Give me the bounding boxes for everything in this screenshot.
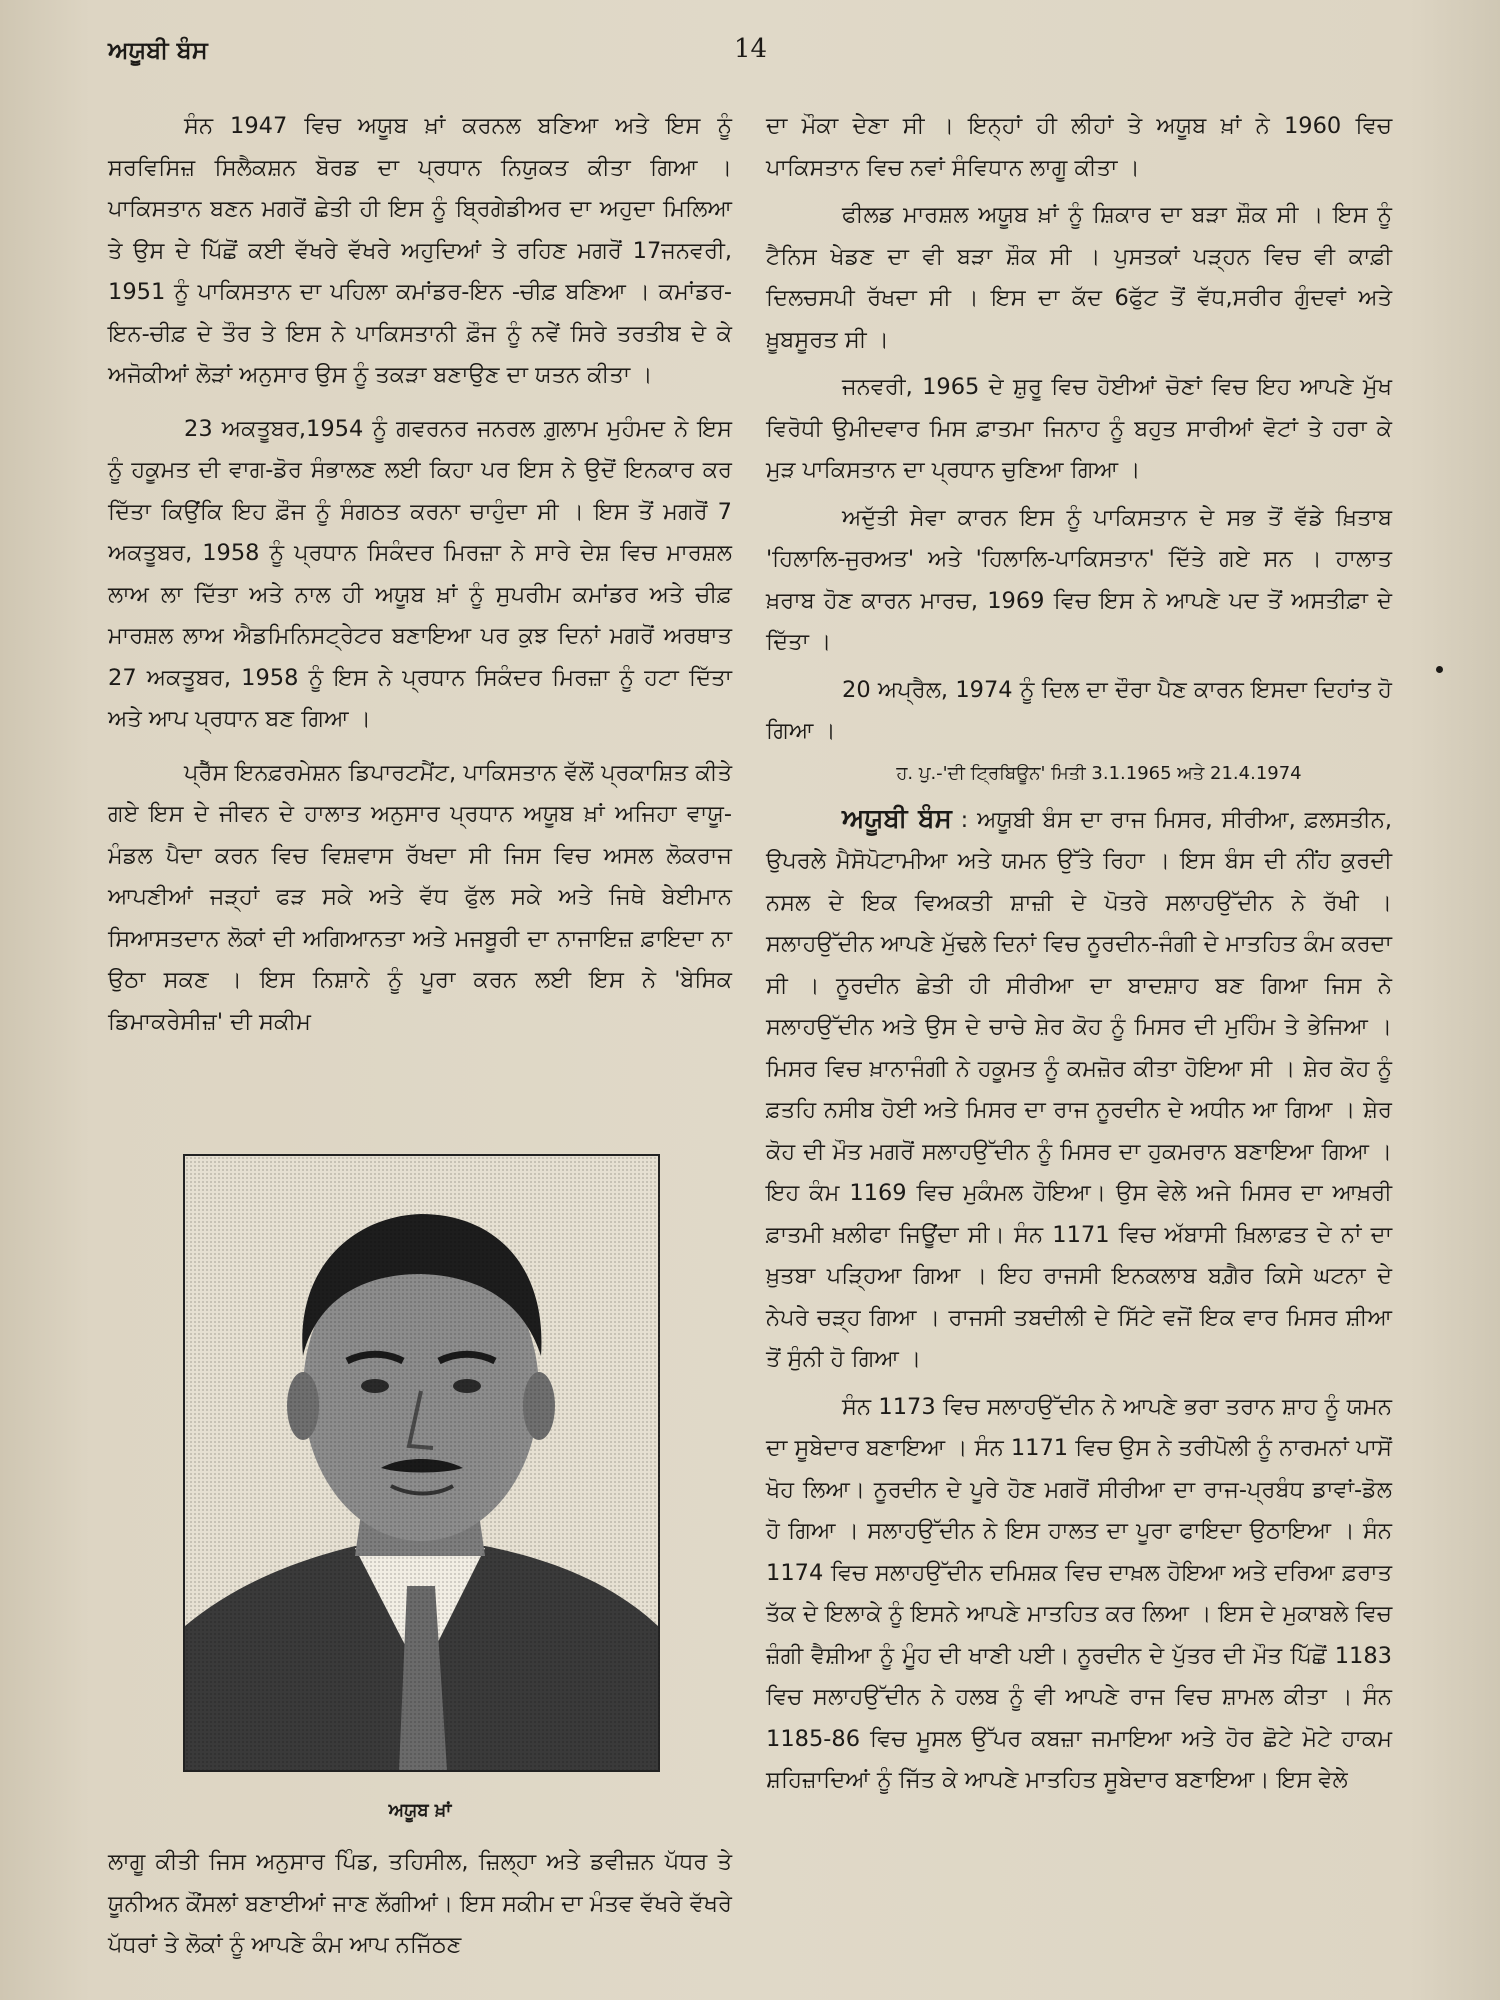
paragraph: ਜਨਵਰੀ, 1965 ਦੇ ਸ਼ੁਰੂ ਵਿਚ ਹੋਈਆਂ ਚੋਣਾਂ ਵਿਚ ਇਹ ਆਪਣੇ ਮੁੱਖ ਵਿਰੋਧੀ ਉਮੀਦਵਾਰ ਮਿਸ ਫ਼ਾਤਮਾ ਜਿਨਾਹ ਨੂੰ ਬਹੁਤ ਸਾਰੀਆਂ ਵੋਟਾਂ ਤੇ ਹਰਾ ਕੇ ਮੁੜ ਪਾਕਿਸਤਾਨ ਦਾ ਪ੍ਰਧਾਨ ਚੁਣਿਆ ਗਿਆ । [766,374,1392,483]
paragraph: ਫੀਲਡ ਮਾਰਸ਼ਲ ਅਯੂਬ ਖ਼ਾਂ ਨੂੰ ਸ਼ਿਕਾਰ ਦਾ ਬੜਾ ਸ਼ੌਕ ਸੀ । ਇਸ ਨੂੰ ਟੈਨਿਸ ਖੇਡਣ ਦਾ ਵੀ ਬੜਾ ਸ਼ੌਕ ਸੀ । ਪੁਸਤਕਾਂ ਪੜ੍ਹਨ ਵਿਚ ਵੀ ਕਾਫ਼ੀ ਦਿਲਚਸਪੀ ਰੱਖਦਾ ਸੀ । ਇਸ ਦਾ ਕੱਦ 6ਫੁੱਟ ਤੋਂ ਵੱਧ,ਸਰੀਰ ਗੁੰਦਵਾਂ ਅਤੇ ਖ਼ੂਬਸੂਰਤ ਸੀ । [766,202,1392,353]
paragraph: 20 ਅਪ੍ਰੈਲ, 1974 ਨੂੰ ਦਿਲ ਦਾ ਦੌਰਾ ਪੈਣ ਕਾਰਨ ਇਸਦਾ ਦਿਹਾਂਤ ਹੋ ਗਿਆ । [766,676,1392,744]
ink-speck [1436,666,1443,673]
paragraph: ਸੰਨ 1173 ਵਿਚ ਸਲਾਹਉੱਦੀਨ ਨੇ ਆਪਣੇ ਭਰਾ ਤਰਾਨ ਸ਼ਾਹ ਨੂੰ ਯਮਨ ਦਾ ਸੂਬੇਦਾਰ ਬਣਾਇਆ । ਸੰਨ 1171 ਵਿਚ ਉਸ ਨੇ ਤਰੀਪੋਲੀ ਨੂੰ ਨਾਰਮਨਾਂ ਪਾਸੋਂ ਖੋਹ ਲਿਆ। ਨੂਰਦੀਨ ਦੇ ਪੂਰੇ ਹੋਣ ਮਗਰੋਂ ਸੀਰੀਆ ਦਾ ਰਾਜ-ਪ੍ਰਬੰਧ ਡਾਵਾਂ-ਡੋਲ ਹੋ ਗਿਆ । ਸਲਾਹਉੱਦੀਨ ਨੇ ਇਸ ਹਾਲਤ ਦਾ ਪੂਰਾ ਫਾਇਦਾ ਉਠਾਇਆ । ਸੰਨ 1174 ਵਿਚ ਸਲਾਹਉੱਦੀਨ ਦਮਿਸ਼ਕ ਵਿਚ ਦਾਖ਼ਲ ਹੋਇਆ ਅਤੇ ਦਰਿਆ ਫ਼ਰਾਤ ਤੱਕ ਦੇ ਇਲਾਕੇ ਨੂੰ ਇਸਨੇ ਆਪਣੇ ਮਾਤਹਿਤ ਕਰ ਲਿਆ । ਇਸ ਦੇ ਮੁਕਾਬਲੇ ਵਿਚ ਜ਼ੰਗੀ ਵੈਸ਼ੀਆ ਨੂੰ ਮੂੰਹ ਦੀ ਖਾਣੀ ਪਈ। ਨੂਰਦੀਨ ਦੇ ਪੁੱਤਰ ਦੀ ਮੌਤ ਪਿੱਛੋਂ 1183 ਵਿਚ ਸਲਾਹਉੱਦੀਨ ਨੇ ਹਲਬ ਨੂੰ ਵੀ ਆਪਣੇ ਰਾਜ ਵਿਚ ਸ਼ਾਮਲ ਕੀਤਾ । ਸੰਨ 1185-86 ਵਿਚ ਮੂਸਲ ਉੱਪਰ ਕਬਜ਼ਾ ਜਮਾਇਆ ਅਤੇ ਹੋਰ ਛੋਟੇ ਮੋਟੇ ਹਾਕਮ ਸ਼ਹਿਜ਼ਾਦਿਆਂ ਨੂੰ ਜਿੱਤ ਕੇ ਆਪਣੇ ਮਾਤਹਿਤ ਸੂਬੇਦਾਰ ਬਣਾਇਆ। ਇਸ ਵੇਲੇ [766,1393,1392,1793]
left-column-continuation: ਲਾਗੂ ਕੀਤੀ ਜਿਸ ਅਨੁਸਾਰ ਪਿੰਡ, ਤਹਿਸੀਲ, ਜ਼ਿਲ੍ਹਾ ਅਤੇ ਡਵੀਜ਼ਨ ਪੱਧਰ ਤੇ ਯੂਨੀਅਨ ਕੌਂਸਲਾਂ ਬਣਾਈਆਂ ਜਾਣ ਲੱਗੀਆਂ। ਇਸ ਸਕੀਮ ਦਾ ਮੰਤਵ ਵੱਖਰੇ ਵੱਖਰੇ ਪੱਧਰਾਂ ਤੇ ਲੋਕਾਂ ਨੂੰ ਆਪਣੇ ਕੰਮ ਆਪ ਨਜਿੱਠਣ [108,1849,732,1958]
entry-text: : ਅਯੂਬੀ ਬੰਸ ਦਾ ਰਾਜ ਮਿਸਰ, ਸੀਰੀਆ, ਫ਼ਲਸਤੀਨ, ਉਪਰਲੇ ਮੈਸੋਪੋਟਾਮੀਆ ਅਤੇ ਯਮਨ ਉੱਤੇ ਰਿਹਾ । ਇਸ ਬੰਸ ਦੀ ਨੀਂਹ ਕੁਰਦੀ ਨਸਲ ਦੇ ਇਕ ਵਿਅਕਤੀ ਸ਼ਾਜ਼ੀ ਦੇ ਪੋਤਰੇ ਸਲਾਹਉੱਦੀਨ ਨੇ ਰੱਖੀ । ਸਲਾਹਉੱਦੀਨ ਆਪਣੇ ਮੁੱਢਲੇ ਦਿਨਾਂ ਵਿਚ ਨੂਰਦੀਨ-ਜੰਗੀ ਦੇ ਮਾਤਹਿਤ ਕੰਮ ਕਰਦਾ ਸੀ । ਨੂਰਦੀਨ ਛੇਤੀ ਹੀ ਸੀਰੀਆ ਦਾ ਬਾਦਸ਼ਾਹ ਬਣ ਗਿਆ ਜਿਸ ਨੇ ਸਲਾਹਉੱਦੀਨ ਅਤੇ ਉਸ ਦੇ ਚਾਚੇ ਸ਼ੇਰ ਕੋਹ ਨੂੰ ਮਿਸਰ ਦੀ ਮੁਹਿੰਮ ਤੇ ਭੇਜਿਆ । ਮਿਸਰ ਵਿਚ ਖ਼ਾਨਾਜੰਗੀ ਨੇ ਹਕੂਮਤ ਨੂੰ ਕਮਜ਼ੋਰ ਕੀਤਾ ਹੋਇਆ ਸੀ । ਸ਼ੇਰ ਕੋਹ ਨੂੰ ਫ਼ਤਹਿ ਨਸੀਬ ਹੋਈ ਅਤੇ ਮਿਸਰ ਦਾ ਰਾਜ ਨੂਰਦੀਨ ਦੇ ਅਧੀਨ ਆ ਗਿਆ । ਸ਼ੇਰ ਕੋਹ ਦੀ ਮੌਤ ਮਗਰੋਂ ਸਲਾਹਉੱਦੀਨ ਨੂੰ ਮਿਸਰ ਦਾ ਹੁਕਮਰਾਨ ਬਣਾਇਆ ਗਿਆ । ਇਹ ਕੰਮ 1169 ਵਿਚ ਮੁਕੰਮਲ ਹੋਇਆ। ਉਸ ਵੇਲੇ ਅਜੇ ਮਿਸਰ ਦਾ ਆਖ਼ਰੀ ਫ਼ਾਤਮੀ ਖ਼ਲੀਫਾ ਜਿਊਂਦਾ ਸੀ। ਸੰਨ 1171 ਵਿਚ ਅੱਬਾਸੀ ਖ਼ਿਲਾਫ਼ਤ ਦੇ ਨਾਂ ਦਾ ਖ਼ੁਤਬਾ ਪੜ੍ਹਿਆ ਗਿਆ । ਇਹ ਰਾਜਸੀ ਇਨਕਲਾਬ ਬਗ਼ੈਰ ਕਿਸੇ ਘਟਨਾ ਦੇ ਨੇਪਰੇ ਚੜ੍ਹ ਗਿਆ । ਰਾਜਸੀ ਤਬਦੀਲੀ ਦੇ ਸਿੱਟੇ ਵਜੋਂ ਇਕ ਵਾਰ ਮਿਸਰ ਸ਼ੀਆ ਤੋਂ ਸੁੰਨੀ ਹੋ ਗਿਆ । [766,806,1393,1372]
paragraph: ਦਾ ਮੌਕਾ ਦੇਣਾ ਸੀ । ਇਨ੍ਹਾਂ ਹੀ ਲੀਹਾਂ ਤੇ ਅਯੂਬ ਖ਼ਾਂ ਨੇ 1960 ਵਿਚ ਪਾਕਿਸਤਾਨ ਵਿਚ ਨਵਾਂ ਸੰਵਿਧਾਨ ਲਾਗੂ ਕੀਤਾ । [766,113,1392,181]
entry-paragraph [766,799,1392,1381]
right-column [766,106,1392,1808]
portrait-image [185,1156,658,1770]
source-note: ਹ. ਪੁ.-'ਦੀ ਟ੍ਰਿਬਿਊਨ' ਮਿਤੀ 3.1.1965 ਅਤੇ 21.4.1974 [896,762,1302,784]
running-head: ਅਯੂਬੀ ਬੰਸ [108,36,208,64]
paragraph: ਸੰਨ 1947 ਵਿਚ ਅਯੂਬ ਖ਼ਾਂ ਕਰਨਲ ਬਣਿਆ ਅਤੇ ਇਸ ਨੂੰ ਸਰਵਿਸਿਜ਼ ਸਿਲੈਕਸ਼ਨ ਬੋਰਡ ਦਾ ਪ੍ਰਧਾਨ ਨਿਯੁਕਤ ਕੀਤਾ ਗਿਆ । ਪਾਕਿਸਤਾਨ ਬਣਨ ਮਗਰੋਂ ਛੇਤੀ ਹੀ ਇਸ ਨੂੰ ਬ੍ਰਿਗੇਡੀਅਰ ਦਾ ਅਹੁਦਾ ਮਿਲਿਆ ਤੇ ਉਸ ਦੇ ਪਿੱਛੋਂ ਕਈ ਵੱਖਰੇ ਵੱਖਰੇ ਅਹੁਦਿਆਂ ਤੇ ਰਹਿਣ ਮਗਰੋਂ 17ਜਨਵਰੀ, 1951 ਨੂੰ ਪਾਕਿਸਤਾਨ ਦਾ ਪਹਿਲਾ ਕਮਾਂਡਰ-ਇਨ -ਚੀਫ਼ ਬਣਿਆ । ਕਮਾਂਡਰ-ਇਨ-ਚੀਫ਼ ਦੇ ਤੌਰ ਤੇ ਇਸ ਨੇ ਪਾਕਿਸਤਾਨੀ ਫ਼ੌਜ ਨੂੰ ਨਵੇਂ ਸਿਰੇ ਤਰਤੀਬ ਦੇ ਕੇ ਅਜੋਕੀਆਂ ਲੋੜਾਂ ਅਨੁਸਾਰ ਉਸ ਨੂੰ ਤਕੜਾ ਬਣਾਉਣ ਦਾ ਯਤਨ ਕੀਤਾ । [108,113,732,388]
portrait-photo [183,1154,660,1772]
left-column [108,106,732,1055]
paragraph: ਅਦੁੱਤੀ ਸੇਵਾ ਕਾਰਨ ਇਸ ਨੂੰ ਪਾਕਿਸਤਾਨ ਦੇ ਸਭ ਤੋਂ ਵੱਡੇ ਖ਼ਿਤਾਬ 'ਹਿਲਾਲਿ-ਜੁਰਅਤ' ਅਤੇ 'ਹਿਲਾਲਿ-ਪਾਕਿਸਤਾਨ' ਦਿੱਤੇ ਗਏ ਸਨ । ਹਾਲਾਤ ਖ਼ਰਾਬ ਹੋਣ ਕਾਰਨ ਮਾਰਚ, 1969 ਵਿਚ ਇਸ ਨੇ ਆਪਣੇ ਪਦ ਤੋਂ ਅਸਤੀਫ਼ਾ ਦੇ ਦਿੱਤਾ । [766,504,1392,655]
page-number: 14 [734,34,768,64]
paragraph: ਪ੍ਰੈੱਸ ਇਨਫ਼ਰਮੇਸ਼ਨ ਡਿਪਾਰਟਮੈਂਟ, ਪਾਕਿਸਤਾਨ ਵੱਲੋਂ ਪ੍ਰਕਾਸ਼ਿਤ ਕੀਤੇ ਗਏ ਇਸ ਦੇ ਜੀਵਨ ਦੇ ਹਾਲਾਤ ਅਨੁਸਾਰ ਪ੍ਰਧਾਨ ਅਯੂਬ ਖ਼ਾਂ ਅਜਿਹਾ ਵਾਯੂ-ਮੰਡਲ ਪੈਦਾ ਕਰਨ ਵਿਚ ਵਿਸ਼ਵਾਸ ਰੱਖਦਾ ਸੀ ਜਿਸ ਵਿਚ ਅਸਲ ਲੋਕਰਾਜ ਆਪਣੀਆਂ ਜੜ੍ਹਾਂ ਫੜ ਸਕੇ ਅਤੇ ਵੱਧ ਫੁੱਲ ਸਕੇ ਅਤੇ ਜਿਥੇ ਬੇਈਮਾਨ ਸਿਆਸਤਦਾਨ ਲੋਕਾਂ ਦੀ ਅਗਿਆਨਤਾ ਅਤੇ ਮਜਬੂਰੀ ਦਾ ਨਾਜਾਇਜ਼ ਫ਼ਾਇਦਾ ਨਾ ਉਠਾ ਸਕਣ । ਇਸ ਨਿਸ਼ਾਨੇ ਨੂੰ ਪੂਰਾ ਕਰਨ ਲਈ ਇਸ ਨੇ 'ਬੇਸਿਕ ਡਿਮਾਕਰੇਸੀਜ਼' ਦੀ ਸਕੀਮ [108,759,732,1035]
paragraph: 23 ਅਕਤੂਬਰ,1954 ਨੂੰ ਗਵਰਨਰ ਜਨਰਲ ਗ਼ੁਲਾਮ ਮੁਹੰਮਦ ਨੇ ਇਸ ਨੂੰ ਹਕੂਮਤ ਦੀ ਵਾਗ-ਡੋਰ ਸੰਭਾਲਣ ਲਈ ਕਿਹਾ ਪਰ ਇਸ ਨੇ ਉਦੋਂ ਇਨਕਾਰ ਕਰ ਦਿੱਤਾ ਕਿਉਂਕਿ ਇਹ ਫ਼ੌਜ ਨੂੰ ਸੰਗਠਤ ਕਰਨਾ ਚਾਹੁੰਦਾ ਸੀ । ਇਸ ਤੋਂ ਮਗਰੋਂ 7 ਅਕਤੂਬਰ, 1958 ਨੂੰ ਪ੍ਰਧਾਨ ਸਿਕੰਦਰ ਮਿਰਜ਼ਾ ਨੇ ਸਾਰੇ ਦੇਸ਼ ਵਿਚ ਮਾਰਸ਼ਲ ਲਾਅ ਲਾ ਦਿੱਤਾ ਅਤੇ ਨਾਲ ਹੀ ਅਯੂਬ ਖ਼ਾਂ ਨੂੰ ਸੁਪਰੀਮ ਕਮਾਂਡਰ ਅਤੇ ਚੀਫ਼ ਮਾਰਸ਼ਲ ਲਾਅ ਐਡਮਿਨਿਸਟ੍ਰੇਟਰ ਬਣਾਇਆ ਪਰ ਕੁਝ ਦਿਨਾਂ ਮਗਰੋਂ ਅਰਥਾਤ 27 ਅਕਤੂਬਰ, 1958 ਨੂੰ ਇਸ ਨੇ ਪ੍ਰਧਾਨ ਸਿਕੰਦਰ ਮਿਰਜ਼ਾ ਨੂੰ ਹਟਾ ਦਿੱਤਾ ਅਤੇ ਆਪ ਪ੍ਰਧਾਨ ਬਣ ਗਿਆ । [108,415,732,732]
photo-caption: ਅਯੂਬ ਖ਼ਾਂ [388,1800,452,1821]
entry-headword: ਅਯੂਬੀ ਬੰਸ [842,803,952,834]
